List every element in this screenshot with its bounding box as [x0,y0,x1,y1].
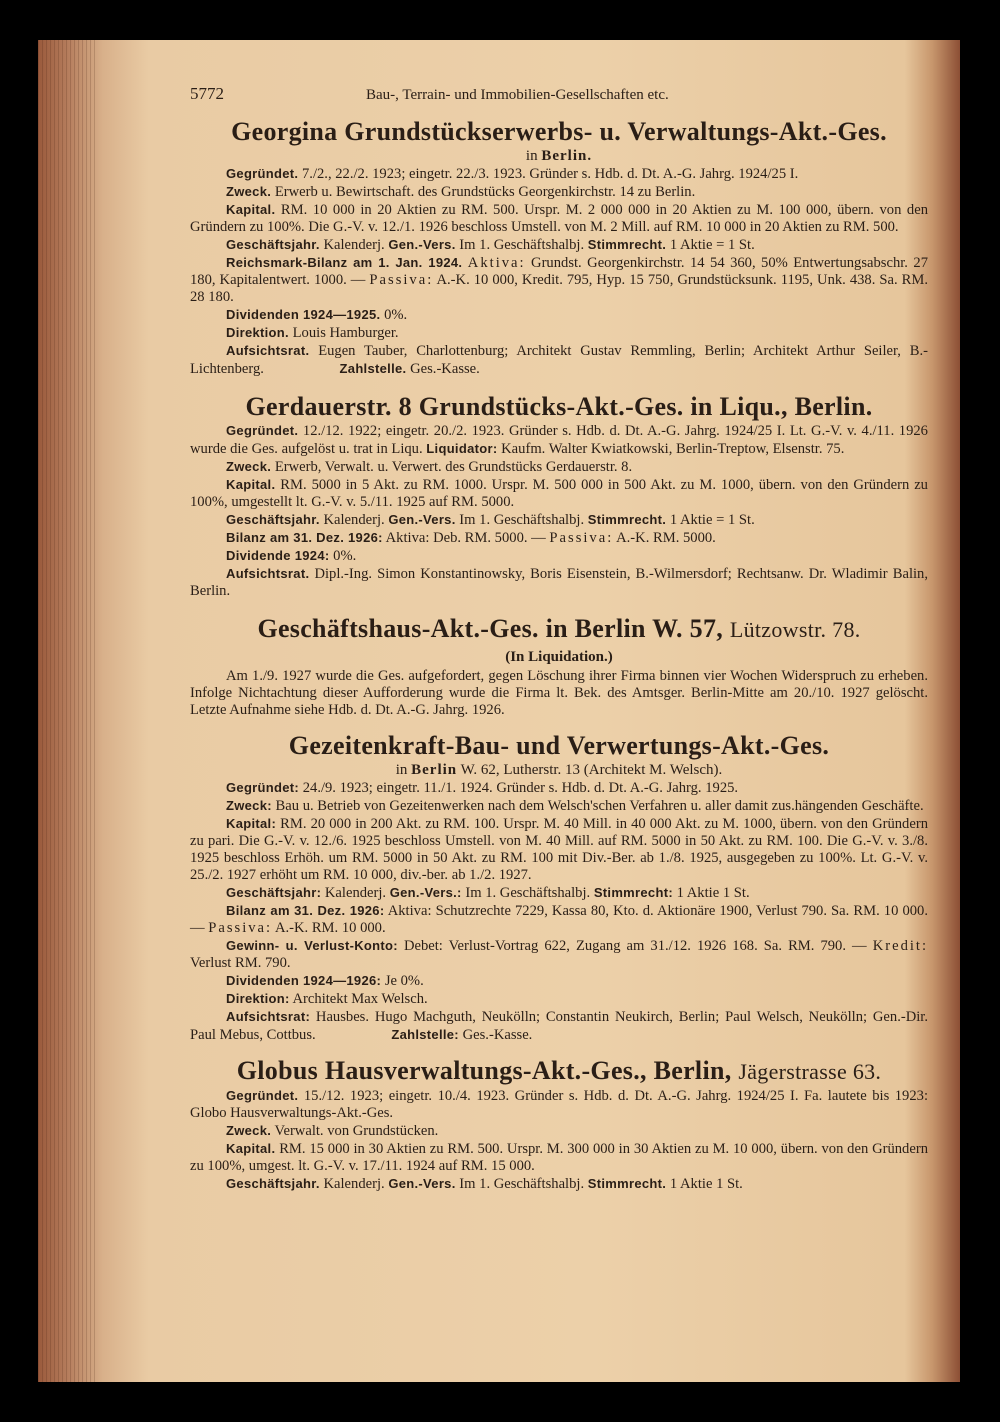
zweck: Zweck. Erwerb u. Bewirtschaft. des Grundstücks Georgenkirchstr. 14 zu Berlin. [226,184,696,200]
dividenden: Dividenden 1924—1925. 0%. [226,307,408,323]
entry-title: Georgina Grundstückserwerbs- u. Verwaltungs-Akt.-Ges. [231,117,887,146]
gegruendet: Gegründet: 24./9. 1923; eingetr. 11./1. 1924. Gründer s. Hdb. d. Dt. A.-G. Jahrg. 1925. [226,780,739,796]
direktion: Direktion. Louis Hamburger. [226,325,399,341]
dividenden: Dividenden 1924—1926: Je 0%. [226,973,424,989]
liquidation-note: (In Liquidation.) [505,649,613,665]
kapital: Kapital. RM. 10 000 in 20 Aktien zu RM. 500. Urspr. M. 2 000 000 in 20 Aktien zu M. 100 000, übern. von den Gründern zu 100%. Die G.-V. v. 12./1. 1926 beschloss Umstell. von M. 2 Mill. auf RM. 10 000 in 20 Aktien zu RM. 500. [190,202,928,235]
book-page [38,40,960,1382]
geschaeftsjahr: Geschäftsjahr. Kalenderj. Gen.-Vers. Im 1. Geschäftshalbj. Stimmrecht. 1 Aktie = 1 St. [226,237,755,253]
page-number: 5772 [190,84,224,103]
bilanz: Reichsmark-Bilanz am 1. Jan. 1924. Aktiva: Grundst. Georgenkirchstr. 14 54 360, 50% Entwertungsabschr. 27 180, Kapitalentwert. 1000. — Passiva: A.-K. 10 000, Kredit. 795, Hyp. 15 750, Grundstücksunk. 1195, Unk. 438. Sa. RM. 28 180. [190,255,929,305]
direktion: Direktion: Architekt Max Welsch. [226,991,428,1007]
zweck: Zweck. Erwerb, Verwalt. u. Verwert. des Grundstücks Gerdauerstr. 8. [226,459,633,475]
running-header [190,85,928,109]
entry-location: in Berlin W. 62, Lutherstr. 13 (Architekt M. Welsch). [395,762,723,778]
bilanz: Bilanz am 31. Dez. 1926: Aktiva: Schutzrechte 7229, Kassa 80, Kto. d. Aktionäre 1900, Verlust 790. Sa. RM. 10 000. — Passiva: A.-K. RM. 10 000. [190,903,928,936]
entry-title: Gezeitenkraft-Bau- und Verwertungs-Akt.-Ges. [288,731,830,760]
aufsichtsrat: Aufsichtsrat: Hausbes. Hugo Machguth, Neukölln; Constantin Neukirch, Berlin; Paul Welsch, Neukölln; Gen.-Dir. Paul Mebus, Cottbus. Zahlstelle: Ges.-Kasse. [190,1009,928,1043]
page-edge-shadow [38,40,98,1382]
entry-text: Am 1./9. 1927 wurde die Ges. aufgefordert, gegen Löschung ihrer Firma binnen vier Wochen Widerspruch zu erheben. Infolge Nichtachtung dieser Aufforderung wurde die Firma lt. Bek. des Amtsger. Berlin-Mitte am 20./10. 1927 gelöscht. Letzte Aufnahme siehe Hdb. d. Dt. A.-G. Jahrg. 1926. [190,668,928,718]
aufsichtsrat: Aufsichtsrat. Eugen Tauber, Charlottenburg; Architekt Gustav Remmling, Berlin; Architekt Arthur Seiler, B.-Lichtenberg. Zahlstelle. Ges.-Kasse. [190,343,928,377]
geschaeftsjahr: Geschäftsjahr. Kalenderj. Gen.-Vers. Im 1. Geschäftshalbj. Stimmrecht. 1 Aktie 1 St. [226,1176,743,1192]
entry-globus [190,1056,928,1193]
page-text-column [190,85,928,1193]
kapital: Kapital: RM. 20 000 in 200 Akt. zu RM. 100. Urspr. M. 40 Mill. in 40 000 Akt. zu M. 1000, übern. von den Gründern zu pari. Die G.-V. v. 12./6. 1925 beschloss Umstell. von M. 40 Mill. auf RM. 5000 in 50 Akt. zu RM. 100. Die G.-V. v. 3./8. 1925 beschloss Erhöh. um RM. 5000 in 50 Akt. zu RM. 100 mit Div.-Ber. ab 1./8. 1925, ausgegeben zu 100%. Lt. G.-V. v. 25./2. 1927 erhöht um RM. 10 000, div.-ber. ab 1./2. 1927. [190,816,928,883]
zweck: Zweck. Verwalt. von Grundstücken. [226,1123,439,1139]
zweck: Zweck: Bau u. Betrieb von Gezeitenwerken nach dem Welsch'schen Verfahren u. aller damit zus.hängenden Geschäfte. [226,798,924,814]
gegruendet: Gegründet. 7./2., 22./2. 1923; eingetr. 22./3. 1923. Gründer s. Hdb. d. Dt. A.-G. Jahrg. 1924/25 I. [226,166,799,182]
entry-location: in Berlin. [525,148,593,164]
bilanz: Bilanz am 31. Dez. 1926: Aktiva: Deb. RM. 5000. — Passiva: A.-K. RM. 5000. [226,530,716,546]
running-title: Bau-, Terrain- und Immobilien-Gesellschaften etc. [366,87,669,103]
aufsichtsrat: Aufsichtsrat. Dipl.-Ing. Simon Konstantinowsky, Boris Eisenstein, B.-Wilmersdorf; Rechtsanw. Dr. Wladimir Balin, Berlin. [190,566,928,599]
gegruendet: Gegründet. 15./12. 1923; eingetr. 10./4. 1923. Gründer s. Hdb. d. Dt. A.-G. Jahrg. 1924/25 I. Fa. lautete bis 1923: Globo Hausverwaltungs-Akt.-Ges. [190,1088,929,1121]
entry-gezeitenkraft [190,731,928,1044]
entry-title: Gerdauerstr. 8 Grundstücks-Akt.-Ges. in Liqu., Berlin. [245,392,873,421]
kapital: Kapital. RM. 5000 in 5 Akt. zu RM. 1000. Urspr. M. 500 000 in 500 Akt. zu M. 1000, übern. von den Gründern zu 100%, umgestellt lt. G.-V. v. 5./11. 1925 auf RM. 5000. [190,477,928,510]
entry-gerdauerstr [190,392,928,600]
kapital: Kapital. RM. 15 000 in 30 Aktien zu RM. 500. Urspr. M. 300 000 in 30 Aktien zu M. 10 000, übern. von den Gründern zu 100%, umgest. lt. G.-V. v. 17./11. 1924 auf RM. 15 000. [190,1141,928,1174]
geschaeftsjahr: Geschäftsjahr: Kalenderj. Gen.-Vers.: Im 1. Geschäftshalbj. Stimmrecht: 1 Aktie 1 St. [226,885,750,901]
gewinn-verlust: Gewinn- u. Verlust-Konto: Debet: Verlust-Vortrag 622, Zugang am 31./12. 1926 168. Sa. RM. 790. — Kredit: Verlust RM. 790. [190,938,929,971]
entry-georgina [190,117,928,378]
dividende: Dividende 1924: 0%. [226,548,357,564]
entry-title: Geschäftshaus-Akt.-Ges. in Berlin W. 57, Lützowstr. 78. [257,614,861,643]
gegruendet: Gegründet. 12./12. 1922; eingetr. 20./2. 1923. Gründer s. Hdb. d. Dt. A.-G. Jahrg. 1924/25 I. Lt. G.-V. v. 4./11. 1926 wurde die Ges. aufgelöst u. trat in Liqu. Liquidator: Kaufm. Walter Kwiatkowski, Berlin-Treptow, Elsenstr. 75. [190,423,928,457]
entry-title: Globus Hausverwaltungs-Akt.-Ges., Berlin, Jägerstrasse 63. [236,1056,882,1085]
geschaeftsjahr: Geschäftsjahr. Kalenderj. Gen.-Vers. Im 1. Geschäftshalbj. Stimmrecht. 1 Aktie = 1 St. [226,512,755,528]
entry-geschaeftshaus [190,614,928,719]
